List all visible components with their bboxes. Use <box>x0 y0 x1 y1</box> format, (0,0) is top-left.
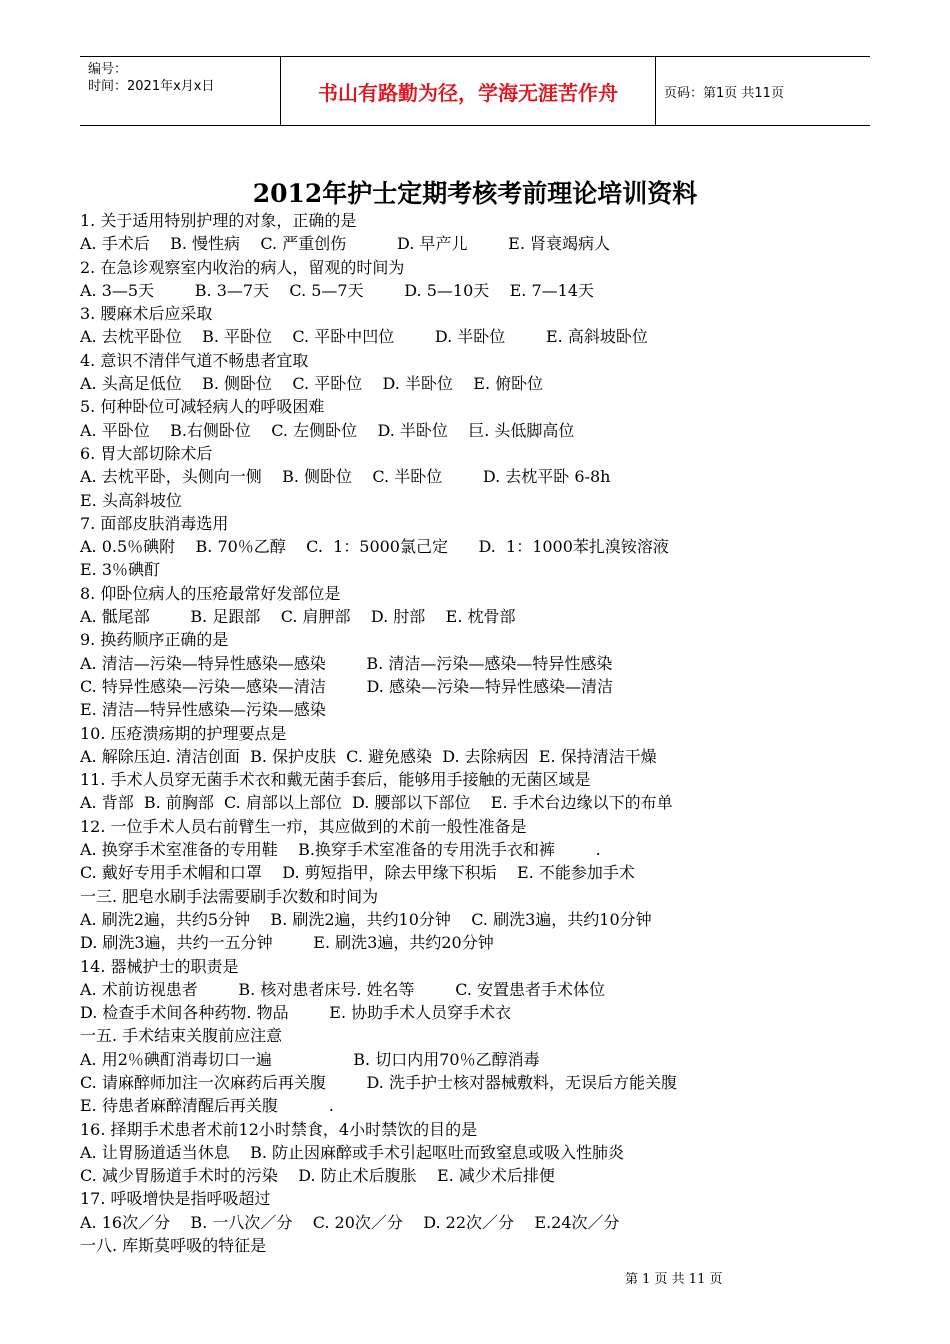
text-line: A. 去枕平卧，头侧向一侧 B. 侧卧位 C. 半卧位 D. 去枕平卧 6-8h <box>80 467 611 487</box>
text-line: A. 清洁—污染—特异性感染—感染 B. 清洁—污染—感染—特异性感染 <box>80 653 613 673</box>
text-line: A. 用2％碘酊消毒切口一遍 B. 切口内用70％乙醇消毒 <box>80 1049 540 1069</box>
text-line: 7. 面部皮肤消毒选用 <box>80 513 229 533</box>
text-line: A. 头高足低位 B. 侧卧位 C. 平卧位 D. 半卧位 E. 俯卧位 <box>80 374 544 394</box>
text-line: E. 待患者麻醉清醒后再关腹 . <box>80 1096 334 1116</box>
text-line: 一五. 手术结束关腹前应注意 <box>80 1026 283 1046</box>
text-line: D. 检查手术间各种药物. 物品 E. 协助手术人员穿手术衣 <box>80 1003 512 1023</box>
text-line: A. 让胃肠道适当休息 B. 防止因麻醉或手术引起呕吐而致窒息或吸入性肺炎 <box>80 1142 625 1162</box>
text-line: 9. 换药顺序正确的是 <box>80 630 229 650</box>
text-line: A. 骶尾部 B. 足跟部 C. 肩胛部 D. 肘部 E. 枕骨部 <box>80 607 516 627</box>
header-page-label: 页码：第1页 共11页 <box>664 85 784 101</box>
text-line: A. 手术后 B. 慢性病 C. 严重创伤 D. 早产儿 E. 肾衰竭病人 <box>80 234 611 254</box>
text-line: 8. 仰卧位病人的压疮最常好发部位是 <box>80 583 341 603</box>
page-footer: 第 1 页 共 11 页 <box>625 1272 723 1287</box>
time-label: 时间：2021年x月x日 <box>88 79 215 94</box>
question-list <box>80 209 880 1257</box>
text-line: 6. 胃大部切除术后 <box>80 443 213 463</box>
text-line: A. 平卧位 B.右侧卧位 C. 左侧卧位 D. 半卧位 巨. 头低脚高位 <box>80 420 575 440</box>
text-line: A. 16次／分 B. 一八次／分 C. 20次／分 D. 22次／分 E.24次／分 <box>80 1212 620 1232</box>
text-line: E. 清洁—特异性感染—污染—感染 <box>80 700 326 720</box>
text-line: 11. 手术人员穿无菌手术衣和戴无菌手套后，能够用手接触的无菌区域是 <box>80 770 591 790</box>
text-line: 16. 择期手术患者术前12小时禁食，4小时禁饮的目的是 <box>80 1119 478 1139</box>
number-label: 编号： <box>88 62 128 77</box>
text-line: 4. 意识不清伴气道不畅患者宜取 <box>80 350 309 370</box>
text-line: 1. 关于适用特别护理的对象，正确的是 <box>80 211 357 230</box>
text-line: 2. 在急诊观察室内收治的病人，留观的时间为 <box>80 257 405 277</box>
header-motto: 书山有路勤为径，学海无涯苦作舟 <box>280 57 656 125</box>
text-line: E. 头高斜坡位 <box>80 490 182 510</box>
text-line: C. 请麻醉师加注一次麻药后再关腹 D. 洗手护士核对器械敷料，无误后方能关腹 <box>80 1072 677 1092</box>
text-line: E. 3％碘酊 <box>80 560 161 580</box>
text-line: A. 背部 B. 前胸部 C. 肩部以上部位 D. 腰部以下部位 E. 手术台边缘以下的布单 <box>80 793 673 813</box>
text-line: 5. 何种卧位可减轻病人的呼吸困难 <box>80 397 325 417</box>
text-line: D. 刷洗3遍，共约一五分钟 E. 刷洗3遍，共约20分钟 <box>80 933 494 953</box>
text-line: 3. 腰麻术后应采取 <box>80 304 213 324</box>
text-line: A. 3—5天 B. 3—7天 C. 5—7天 D. 5—10天 E. 7—14天 <box>80 280 595 300</box>
text-line: 一三. 肥皂水刷手法需要刷手次数和时间为 <box>80 886 379 906</box>
text-line: 14. 器械护士的职责是 <box>80 956 239 976</box>
text-line: A. 解除压迫. 清洁创面 B. 保护皮肤 C. 避免感染 D. 去除病因 E. 保持清洁干燥 <box>80 746 657 766</box>
text-line: A. 换穿手术室准备的专用鞋 B.换穿手术室准备的专用洗手衣和裤 . <box>80 840 601 860</box>
text-line: 12. 一位手术人员右前臂生一疖，其应做到的术前一般性准备是 <box>80 816 527 836</box>
text-line: A. 0.5％碘附 B. 70％乙醇 C. 1：5000氯己定 D. 1：1000苯扎溴铵溶液 <box>80 537 669 557</box>
text-line: 17. 呼吸增快是指呼吸超过 <box>80 1189 271 1209</box>
text-line: C. 特异性感染—污染—感染—清洁 D. 感染—污染—特异性感染—清洁 <box>80 676 613 696</box>
document-header <box>80 56 870 126</box>
text-line: 一八. 库斯莫呼吸的特征是 <box>80 1236 267 1256</box>
text-line: C. 减少胃肠道手术时的污染 D. 防止术后腹胀 E. 减少术后排便 <box>80 1166 555 1186</box>
document-title: 2012年护士定期考核考前理论培训资料 <box>252 179 698 208</box>
header-meta <box>80 57 280 125</box>
text-line: 10. 压疮溃疡期的护理要点是 <box>80 723 287 743</box>
text-line: C. 戴好专用手术帽和口罩 D. 剪短指甲，除去甲缘下积垢 E. 不能参加手术 <box>80 863 635 883</box>
text-line: A. 术前访视患者 B. 核对患者床号. 姓名等 C. 安置患者手术体位 <box>80 979 606 999</box>
text-line: A. 去枕平卧位 B. 平卧位 C. 平卧中凹位 D. 半卧位 E. 高斜坡卧位 <box>80 327 648 347</box>
text-line: A. 刷洗2遍，共约5分钟 B. 刷洗2遍，共约10分钟 C. 刷洗3遍，共约10分钟 <box>80 909 652 929</box>
